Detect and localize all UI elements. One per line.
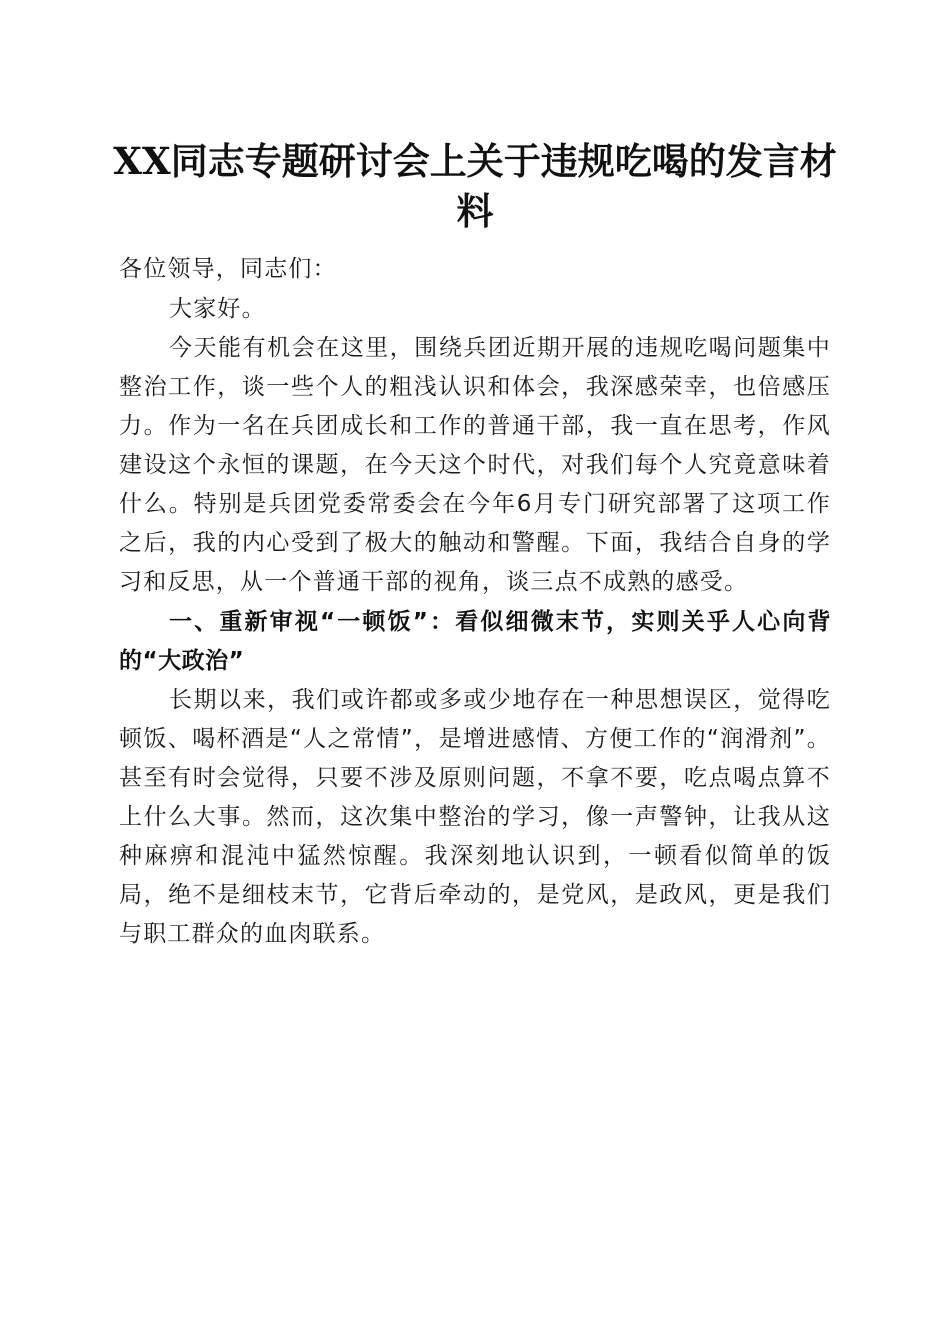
intro-paragraph: 今天能有机会在这里，围绕兵团近期开展的违规吃喝问题集中整治工作，谈一些个人的粗浅认识和体会，我深感荣幸，也倍感压力。作为一名在兵团成长和工作的普通干部，我一直在思考，作风建设这个永恒的课题，在今天这个时代，对我们每个人究竟意味着什么。特别是兵团党委常委会在今年6月专门研究部署了这项工作之后，我的内心受到了极大的触动和警醒。下面，我结合自身的学习和反思，从一个普通干部的视角，谈三点不成熟的感受。 [119, 335, 831, 595]
document-title: XX同志专题研讨会上关于违规吃喝的发言材料 [113, 139, 837, 233]
salutation: 各位领导，同志们： [119, 256, 337, 282]
greeting: 大家好。 [169, 295, 266, 322]
document-body [119, 250, 831, 954]
section-1-heading: 一、重新审视“一顿饭”：看似细微末节，实则关乎人心向背的“大政治” [119, 608, 831, 674]
section-1-paragraph: 长期以来，我们或许都或多或少地存在一种思想误区，觉得吃顿饭、喝杯酒是“人之常情”，是增进感情、方便工作的“润滑剂”。甚至有时会觉得，只要不涉及原则问题，不拿不要，吃点喝点算不上什么大事。然而，这次集中整治的学习，像一声警钟，让我从这种麻痹和混沌中猛然惊醒。我深刻地认识到，一顿看似简单的饭局，绝不是细枝末节，它背后牵动的，是党风，是政风，更是我们与职工群众的血肉联系。 [119, 686, 831, 947]
